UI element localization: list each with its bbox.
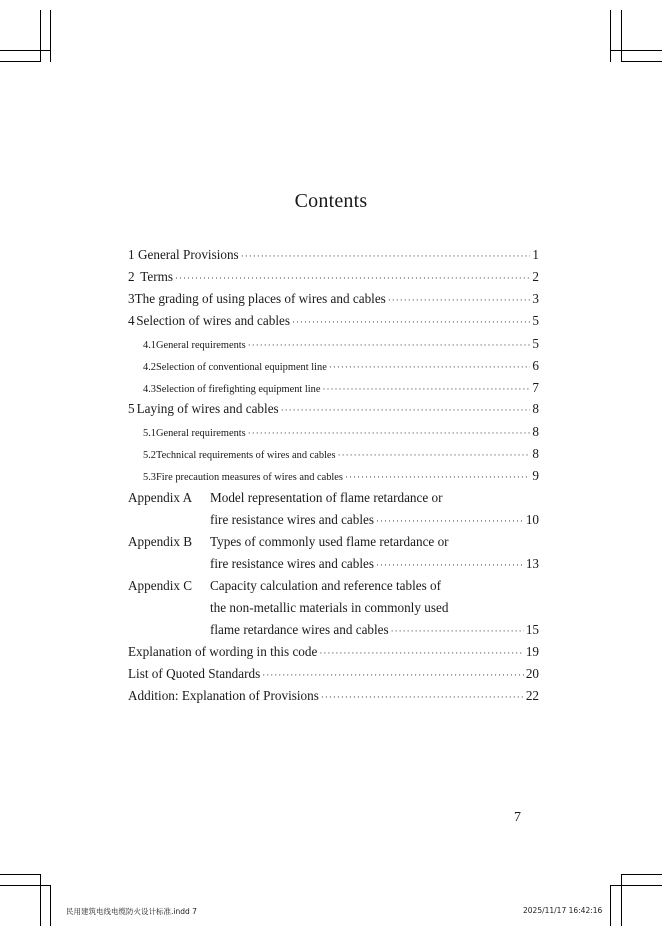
appendix-title-line: flame retardance wires and cables xyxy=(210,622,389,637)
leader-dots xyxy=(322,384,530,394)
page-number: 7 xyxy=(514,810,521,825)
toc-label: General requirements xyxy=(156,428,246,439)
toc-page: 5 xyxy=(532,313,539,328)
toc-label: List of Quoted Standards xyxy=(128,666,261,681)
toc-label: Selection of wires and cables xyxy=(136,313,291,328)
toc-number: 5 xyxy=(128,401,135,416)
toc-subentry[interactable] xyxy=(143,468,539,488)
leader-dots xyxy=(292,317,530,327)
toc-page: 13 xyxy=(525,556,539,571)
toc-entry[interactable] xyxy=(128,666,539,686)
toc-entry[interactable] xyxy=(128,291,539,311)
slug-timestamp: 2025/11/17 16:42:16 xyxy=(523,906,603,915)
leader-dots xyxy=(248,340,531,350)
toc-page: 2 xyxy=(532,269,539,284)
toc-page: 10 xyxy=(525,512,539,527)
toc-number: 4 xyxy=(128,313,135,328)
leader-dots xyxy=(175,273,530,283)
toc-number: 1 xyxy=(128,247,135,262)
toc-page: 1 xyxy=(532,247,539,262)
toc-page: 15 xyxy=(525,622,539,637)
toc-number: 4.1 xyxy=(143,340,156,351)
appendix-label: Appendix B xyxy=(128,534,193,549)
toc-page: 19 xyxy=(525,644,539,659)
leader-dots xyxy=(321,692,524,702)
toc-page: 8 xyxy=(532,401,539,416)
toc-entry[interactable] xyxy=(128,644,539,664)
leader-dots xyxy=(388,295,531,305)
leader-dots xyxy=(345,472,530,482)
appendix-label: Appendix C xyxy=(128,578,193,593)
appendix-title-line: fire resistance wires and cables xyxy=(210,512,375,527)
leader-dots xyxy=(391,626,524,636)
slug-filename: 民用建筑电线电缆防火设计标准.indd 7 xyxy=(66,907,197,916)
leader-dots xyxy=(329,362,531,372)
toc-page: 3 xyxy=(532,291,539,306)
leader-dots xyxy=(376,516,524,526)
appendix-title-line: Capacity calculation and reference tables of xyxy=(210,578,442,593)
appendix-final-line xyxy=(210,622,539,642)
leader-dots xyxy=(338,450,531,460)
toc-label: Selection of conventional equipment line xyxy=(156,362,327,373)
leader-dots xyxy=(241,251,531,261)
toc-label: Selection of firefighting equipment line xyxy=(156,384,321,395)
toc-number: 4.2 xyxy=(143,362,156,373)
appendix-final-line xyxy=(210,556,539,576)
leader-dots xyxy=(262,670,524,680)
toc-page: 8 xyxy=(532,424,539,439)
toc-entry[interactable] xyxy=(128,269,539,289)
toc-subentry[interactable] xyxy=(143,424,539,444)
appendix-final-line xyxy=(210,512,539,532)
toc-number: 3 xyxy=(128,291,135,306)
toc-subentry[interactable] xyxy=(143,446,539,466)
toc-entry[interactable] xyxy=(128,247,539,267)
toc-page: 7 xyxy=(532,380,539,395)
toc-label: Addition: Explanation of Provisions xyxy=(128,688,319,703)
leader-dots xyxy=(248,428,531,438)
toc-label: General requirements xyxy=(156,340,246,351)
toc-label: Laying of wires and cables xyxy=(136,401,279,416)
appendix-title-line: fire resistance wires and cables xyxy=(210,556,375,571)
toc-number: 5.3 xyxy=(143,472,156,483)
appendix-title-line: Types of commonly used flame retardance or xyxy=(210,534,449,549)
leader-dots xyxy=(319,648,523,658)
toc-label: Terms xyxy=(140,269,173,284)
toc-label: Fire precaution measures of wires and cables xyxy=(156,472,343,483)
toc-page: 6 xyxy=(532,358,539,373)
toc-page: 22 xyxy=(525,688,539,703)
toc-subentry[interactable] xyxy=(143,358,539,378)
toc-label: Explanation of wording in this code xyxy=(128,644,318,659)
appendix-title-line: the non-metallic materials in commonly used xyxy=(210,600,449,615)
toc-page: 20 xyxy=(525,666,539,681)
toc-number: 5.1 xyxy=(143,428,156,439)
toc-entry[interactable] xyxy=(128,313,539,333)
toc-entry[interactable] xyxy=(128,401,539,421)
toc-page: 8 xyxy=(532,446,539,461)
page-title: Contents xyxy=(294,190,368,212)
leader-dots xyxy=(281,405,531,415)
toc-subentry[interactable] xyxy=(143,336,539,356)
toc-page: 9 xyxy=(532,468,539,483)
toc-number: 2 xyxy=(128,269,135,284)
toc-label: General Provisions xyxy=(137,247,239,262)
toc-label: The grading of using places of wires and cables xyxy=(134,291,386,306)
toc-number: 5.2 xyxy=(143,450,156,461)
toc-number: 4.3 xyxy=(143,384,156,395)
leader-dots xyxy=(376,560,524,570)
appendix-label: Appendix A xyxy=(128,490,193,505)
toc-subentry[interactable] xyxy=(143,380,539,400)
appendix-title-line: Model representation of flame retardance or xyxy=(210,490,443,505)
toc-label: Technical requirements of wires and cables xyxy=(156,450,336,461)
toc-page: 5 xyxy=(532,336,539,351)
toc-entry[interactable] xyxy=(128,688,539,708)
